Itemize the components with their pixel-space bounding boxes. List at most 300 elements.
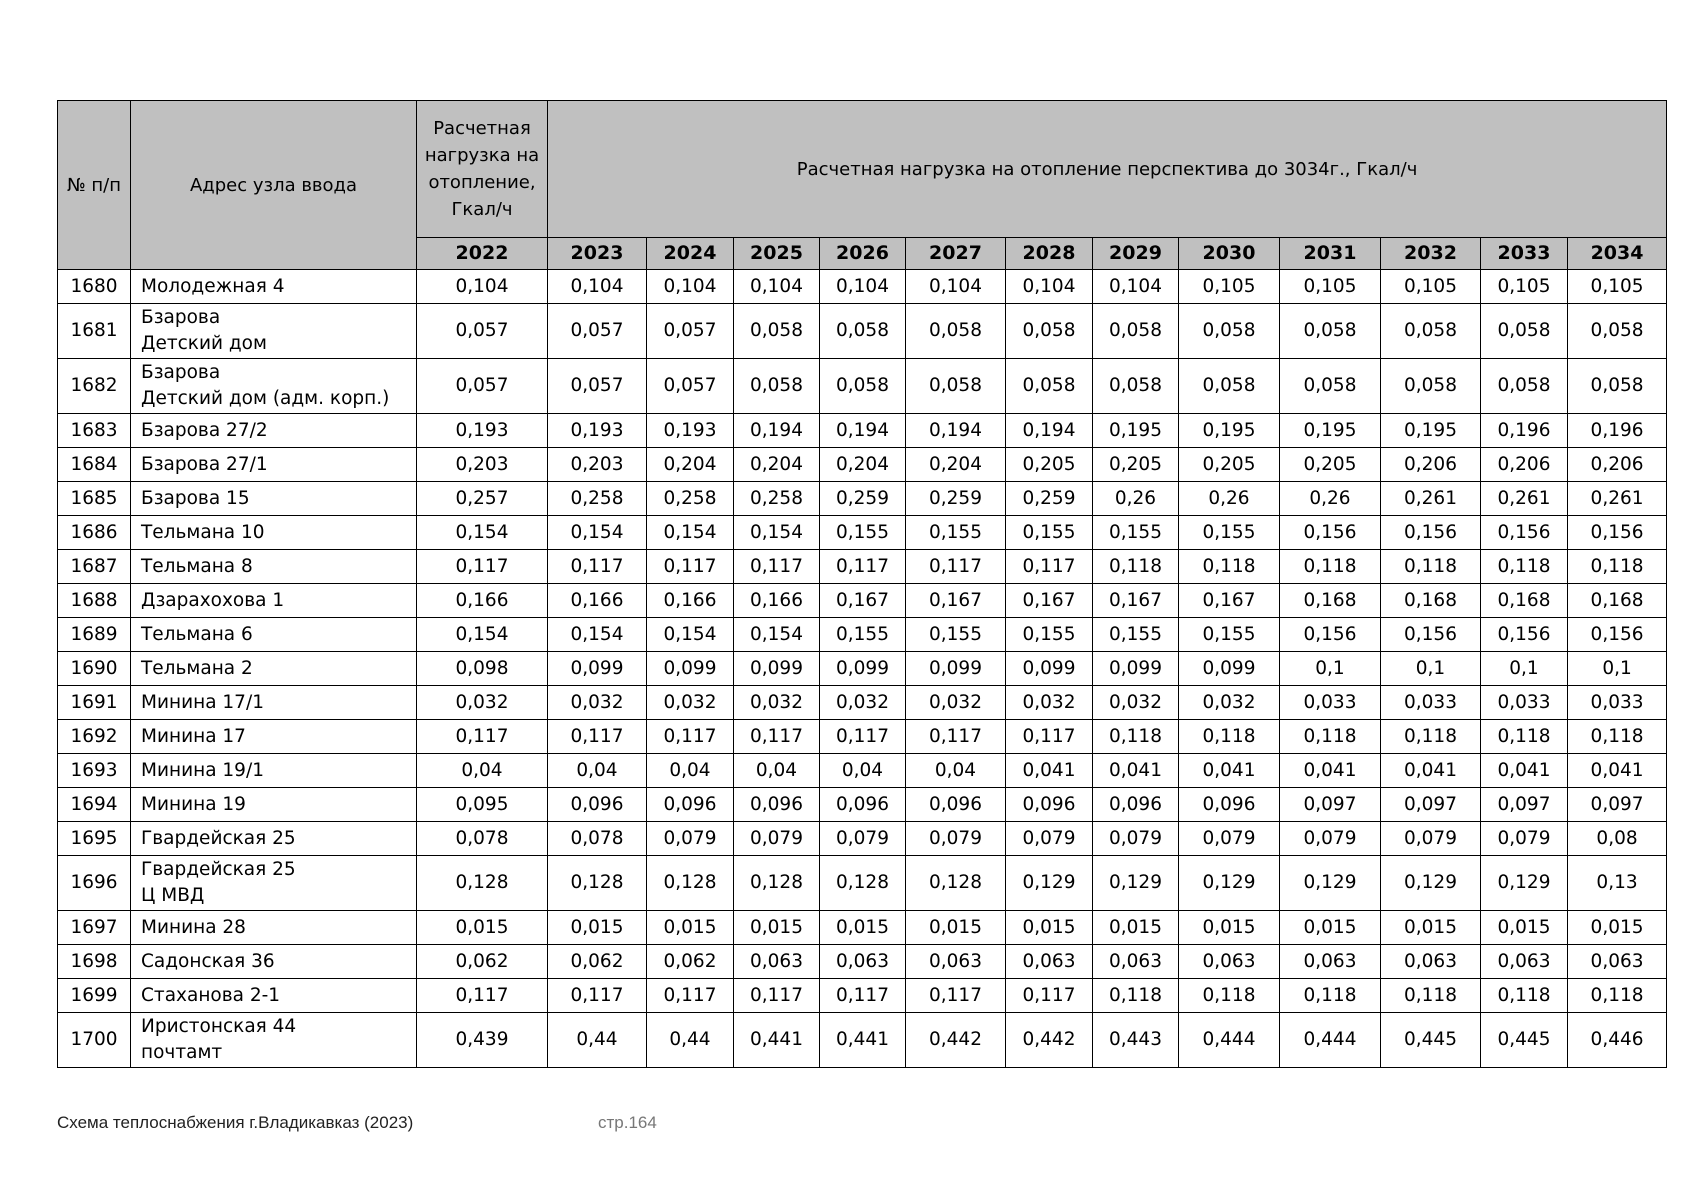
- row-value: 0,096: [820, 788, 906, 822]
- row-value: 0,168: [1481, 584, 1568, 618]
- row-value: 0,015: [548, 911, 647, 945]
- table-row: [58, 359, 1667, 414]
- heat-load-table: [57, 100, 1667, 1068]
- row-value: 0,033: [1280, 686, 1381, 720]
- row-address: [131, 448, 417, 482]
- row-value: 0,04: [417, 754, 548, 788]
- row-value: 0,041: [1568, 754, 1667, 788]
- row-value: 0,129: [1381, 856, 1481, 911]
- row-value: 0,104: [820, 270, 906, 304]
- row-value: 0,196: [1481, 414, 1568, 448]
- row-value: 0,062: [417, 945, 548, 979]
- row-value: 0,44: [647, 1013, 734, 1068]
- row-value: 0,079: [734, 822, 820, 856]
- row-value: 0,259: [1006, 482, 1093, 516]
- row-value: 0,261: [1568, 482, 1667, 516]
- row-number: 1683: [58, 414, 131, 448]
- table-row: [58, 448, 1667, 482]
- row-value: 0,128: [820, 856, 906, 911]
- row-value: 0,063: [1006, 945, 1093, 979]
- row-value: 0,099: [906, 652, 1006, 686]
- row-address: [131, 270, 417, 304]
- row-value: 0,063: [906, 945, 1006, 979]
- row-value: 0,058: [1381, 359, 1481, 414]
- row-value: 0,195: [1280, 414, 1381, 448]
- row-value: 0,063: [1481, 945, 1568, 979]
- row-value: 0,058: [1006, 304, 1093, 359]
- row-value: 0,096: [906, 788, 1006, 822]
- row-value: 0,063: [1568, 945, 1667, 979]
- row-address: [131, 945, 417, 979]
- row-value: 0,441: [820, 1013, 906, 1068]
- row-value: 0,166: [734, 584, 820, 618]
- row-value: 0,204: [820, 448, 906, 482]
- row-address-line: Молодежная 4: [141, 276, 285, 297]
- row-value: 0,195: [1381, 414, 1481, 448]
- row-value: 0,128: [734, 856, 820, 911]
- row-value: 0,117: [906, 550, 1006, 584]
- row-number: 1684: [58, 448, 131, 482]
- row-value: 0,118: [1568, 550, 1667, 584]
- row-value: 0,063: [734, 945, 820, 979]
- header-year: 2034: [1568, 238, 1667, 270]
- row-number: 1688: [58, 584, 131, 618]
- row-address: [131, 414, 417, 448]
- row-value: 0,117: [906, 720, 1006, 754]
- row-value: 0,1: [1481, 652, 1568, 686]
- row-value: 0,105: [1568, 270, 1667, 304]
- table-row: [58, 516, 1667, 550]
- row-value: 0,167: [1179, 584, 1280, 618]
- row-value: 0,154: [734, 516, 820, 550]
- row-value: 0,041: [1481, 754, 1568, 788]
- table-body: [58, 270, 1667, 1068]
- row-address: [131, 550, 417, 584]
- row-address-line: Бзарова: [141, 362, 221, 383]
- row-value: 0,156: [1381, 516, 1481, 550]
- row-value: 0,117: [548, 550, 647, 584]
- row-address: [131, 618, 417, 652]
- row-value: 0,117: [906, 979, 1006, 1013]
- row-value: 0,015: [647, 911, 734, 945]
- row-value: 0,032: [1093, 686, 1179, 720]
- row-value: 0,129: [1006, 856, 1093, 911]
- row-value: 0,259: [820, 482, 906, 516]
- row-value: 0,104: [734, 270, 820, 304]
- row-value: 0,443: [1093, 1013, 1179, 1068]
- row-value: 0,04: [548, 754, 647, 788]
- row-value: 0,168: [1280, 584, 1381, 618]
- row-value: 0,44: [548, 1013, 647, 1068]
- row-value: 0,057: [417, 359, 548, 414]
- row-value: 0,058: [906, 304, 1006, 359]
- row-value: 0,117: [647, 550, 734, 584]
- row-value: 0,058: [1179, 304, 1280, 359]
- row-value: 0,096: [734, 788, 820, 822]
- row-value: 0,032: [1179, 686, 1280, 720]
- row-value: 0,096: [1006, 788, 1093, 822]
- row-value: 0,118: [1568, 720, 1667, 754]
- row-value: 0,204: [906, 448, 1006, 482]
- row-value: 0,129: [1280, 856, 1381, 911]
- row-address: [131, 482, 417, 516]
- table-row: [58, 414, 1667, 448]
- row-value: 0,206: [1568, 448, 1667, 482]
- row-value: 0,117: [647, 979, 734, 1013]
- row-value: 0,058: [1481, 304, 1568, 359]
- row-value: 0,155: [820, 516, 906, 550]
- row-number: 1694: [58, 788, 131, 822]
- row-value: 0,057: [548, 359, 647, 414]
- row-value: 0,194: [1006, 414, 1093, 448]
- row-address-line: Гвардейская 25: [141, 828, 296, 849]
- row-value: 0,155: [1179, 618, 1280, 652]
- table-row: [58, 945, 1667, 979]
- header-year: 2031: [1280, 238, 1381, 270]
- row-number: 1699: [58, 979, 131, 1013]
- row-address: [131, 979, 417, 1013]
- row-address: [131, 788, 417, 822]
- row-address-line: Бзарова 27/1: [141, 454, 268, 475]
- row-number: 1692: [58, 720, 131, 754]
- row-value: 0,154: [734, 618, 820, 652]
- row-value: 0,057: [548, 304, 647, 359]
- row-value: 0,129: [1179, 856, 1280, 911]
- row-value: 0,104: [1006, 270, 1093, 304]
- row-value: 0,195: [1093, 414, 1179, 448]
- row-value: 0,118: [1481, 720, 1568, 754]
- row-value: 0,259: [906, 482, 1006, 516]
- row-value: 0,117: [734, 720, 820, 754]
- row-value: 0,258: [548, 482, 647, 516]
- header-year: 2022: [417, 238, 548, 270]
- row-value: 0,058: [906, 359, 1006, 414]
- row-value: 0,04: [820, 754, 906, 788]
- row-value: 0,204: [734, 448, 820, 482]
- row-value: 0,105: [1179, 270, 1280, 304]
- row-number: 1697: [58, 911, 131, 945]
- row-address-line: Тельмана 8: [141, 556, 253, 577]
- row-value: 0,033: [1381, 686, 1481, 720]
- row-value: 0,079: [1381, 822, 1481, 856]
- row-address-line: Тельмана 10: [141, 522, 265, 543]
- row-value: 0,096: [1093, 788, 1179, 822]
- row-value: 0,205: [1006, 448, 1093, 482]
- row-value: 0,058: [734, 359, 820, 414]
- row-value: 0,015: [1568, 911, 1667, 945]
- row-value: 0,26: [1093, 482, 1179, 516]
- row-value: 0,032: [820, 686, 906, 720]
- row-number: 1680: [58, 270, 131, 304]
- row-value: 0,063: [1179, 945, 1280, 979]
- row-number: 1687: [58, 550, 131, 584]
- header-load-future: Расчетная нагрузка на отопление перспектива до 3034г., Гкал/ч: [548, 101, 1667, 238]
- row-value: 0,261: [1481, 482, 1568, 516]
- row-value: 0,04: [906, 754, 1006, 788]
- row-value: 0,118: [1179, 720, 1280, 754]
- row-value: 0,063: [1381, 945, 1481, 979]
- row-value: 0,128: [548, 856, 647, 911]
- table-row: [58, 618, 1667, 652]
- row-value: 0,118: [1481, 550, 1568, 584]
- row-value: 0,155: [820, 618, 906, 652]
- row-value: 0,156: [1381, 618, 1481, 652]
- row-value: 0,104: [647, 270, 734, 304]
- row-address: [131, 652, 417, 686]
- row-address-line: Тельмана 6: [141, 624, 253, 645]
- row-value: 0,193: [647, 414, 734, 448]
- row-value: 0,117: [548, 979, 647, 1013]
- row-value: 0,204: [647, 448, 734, 482]
- row-value: 0,118: [1568, 979, 1667, 1013]
- row-value: 0,062: [548, 945, 647, 979]
- row-address-line: Минина 28: [141, 917, 246, 938]
- row-value: 0,062: [647, 945, 734, 979]
- row-value: 0,097: [1568, 788, 1667, 822]
- row-address-line: Иристонская 44: [141, 1016, 297, 1037]
- row-value: 0,118: [1093, 979, 1179, 1013]
- row-address: [131, 359, 417, 414]
- row-value: 0,118: [1093, 720, 1179, 754]
- row-value: 0,168: [1381, 584, 1481, 618]
- row-value: 0,117: [548, 720, 647, 754]
- row-value: 0,099: [1006, 652, 1093, 686]
- row-value: 0,015: [1179, 911, 1280, 945]
- row-value: 0,04: [647, 754, 734, 788]
- row-value: 0,015: [1006, 911, 1093, 945]
- table-row: [58, 304, 1667, 359]
- row-value: 0,058: [1280, 359, 1381, 414]
- row-number: 1700: [58, 1013, 131, 1068]
- row-value: 0,099: [734, 652, 820, 686]
- row-value: 0,032: [734, 686, 820, 720]
- row-value: 0,015: [417, 911, 548, 945]
- row-address-line: Гвардейская 25: [141, 859, 296, 880]
- row-value: 0,445: [1381, 1013, 1481, 1068]
- row-address: [131, 911, 417, 945]
- row-value: 0,446: [1568, 1013, 1667, 1068]
- row-value: 0,079: [1006, 822, 1093, 856]
- row-value: 0,118: [1381, 979, 1481, 1013]
- row-value: 0,058: [1568, 304, 1667, 359]
- row-number: 1698: [58, 945, 131, 979]
- row-value: 0,057: [417, 304, 548, 359]
- row-address: [131, 1013, 417, 1068]
- row-value: 0,166: [417, 584, 548, 618]
- row-value: 0,041: [1093, 754, 1179, 788]
- row-value: 0,117: [820, 979, 906, 1013]
- row-value: 0,118: [1093, 550, 1179, 584]
- row-value: 0,118: [1381, 550, 1481, 584]
- row-value: 0,079: [647, 822, 734, 856]
- row-value: 0,079: [1093, 822, 1179, 856]
- row-value: 0,118: [1381, 720, 1481, 754]
- row-value: 0,117: [417, 979, 548, 1013]
- row-value: 0,203: [548, 448, 647, 482]
- row-value: 0,099: [647, 652, 734, 686]
- row-value: 0,015: [820, 911, 906, 945]
- row-value: 0,257: [417, 482, 548, 516]
- row-value: 0,097: [1280, 788, 1381, 822]
- row-value: 0,097: [1381, 788, 1481, 822]
- row-value: 0,041: [1179, 754, 1280, 788]
- row-value: 0,057: [647, 304, 734, 359]
- table-row: [58, 1013, 1667, 1068]
- row-value: 0,015: [906, 911, 1006, 945]
- row-address: [131, 856, 417, 911]
- row-address-line: Детский дом (адм. корп.): [141, 388, 390, 409]
- row-address: [131, 304, 417, 359]
- row-value: 0,032: [548, 686, 647, 720]
- row-value: 0,128: [417, 856, 548, 911]
- row-value: 0,117: [820, 550, 906, 584]
- row-value: 0,155: [1006, 516, 1093, 550]
- row-value: 0,206: [1381, 448, 1481, 482]
- header-year: 2030: [1179, 238, 1280, 270]
- row-value: 0,258: [647, 482, 734, 516]
- row-number: 1689: [58, 618, 131, 652]
- row-value: 0,155: [1093, 516, 1179, 550]
- row-value: 0,26: [1179, 482, 1280, 516]
- row-address-line: Тельмана 2: [141, 658, 253, 679]
- row-value: 0,155: [1179, 516, 1280, 550]
- row-number: 1693: [58, 754, 131, 788]
- row-number: 1685: [58, 482, 131, 516]
- row-address: [131, 686, 417, 720]
- row-value: 0,444: [1280, 1013, 1381, 1068]
- row-value: 0,104: [548, 270, 647, 304]
- row-value: 0,439: [417, 1013, 548, 1068]
- header-year: 2028: [1006, 238, 1093, 270]
- row-value: 0,128: [906, 856, 1006, 911]
- row-value: 0,206: [1481, 448, 1568, 482]
- row-value: 0,04: [734, 754, 820, 788]
- row-value: 0,118: [1280, 550, 1381, 584]
- row-address-line: Минина 19: [141, 794, 246, 815]
- row-value: 0,444: [1179, 1013, 1280, 1068]
- row-value: 0,063: [1093, 945, 1179, 979]
- row-value: 0,155: [1093, 618, 1179, 652]
- row-value: 0,167: [820, 584, 906, 618]
- row-value: 0,156: [1280, 516, 1381, 550]
- row-value: 0,154: [417, 516, 548, 550]
- row-value: 0,1: [1568, 652, 1667, 686]
- row-value: 0,118: [1280, 720, 1381, 754]
- row-address-line: Минина 19/1: [141, 760, 264, 781]
- row-value: 0,015: [1280, 911, 1381, 945]
- row-value: 0,13: [1568, 856, 1667, 911]
- row-address-line: Дзарахохова 1: [141, 590, 285, 611]
- row-value: 0,194: [820, 414, 906, 448]
- row-address-line: Минина 17/1: [141, 692, 264, 713]
- row-value: 0,096: [647, 788, 734, 822]
- row-address-line: Садонская 36: [141, 951, 275, 972]
- row-value: 0,1: [1280, 652, 1381, 686]
- header-year: 2027: [906, 238, 1006, 270]
- row-value: 0,166: [647, 584, 734, 618]
- row-number: 1690: [58, 652, 131, 686]
- row-value: 0,193: [417, 414, 548, 448]
- row-value: 0,26: [1280, 482, 1381, 516]
- row-value: 0,079: [906, 822, 1006, 856]
- row-value: 0,041: [1381, 754, 1481, 788]
- row-value: 0,154: [417, 618, 548, 652]
- table-row: [58, 270, 1667, 304]
- row-value: 0,1: [1381, 652, 1481, 686]
- row-value: 0,063: [820, 945, 906, 979]
- row-value: 0,155: [906, 516, 1006, 550]
- row-value: 0,015: [1093, 911, 1179, 945]
- row-value: 0,445: [1481, 1013, 1568, 1068]
- table-row: [58, 822, 1667, 856]
- row-value: 0,156: [1568, 516, 1667, 550]
- row-value: 0,058: [1093, 359, 1179, 414]
- row-value: 0,041: [1280, 754, 1381, 788]
- table-row: [58, 482, 1667, 516]
- row-value: 0,058: [1568, 359, 1667, 414]
- row-value: 0,166: [548, 584, 647, 618]
- row-number: 1686: [58, 516, 131, 550]
- header-year: 2026: [820, 238, 906, 270]
- row-value: 0,167: [906, 584, 1006, 618]
- row-value: 0,079: [1280, 822, 1381, 856]
- row-value: 0,195: [1179, 414, 1280, 448]
- row-value: 0,128: [647, 856, 734, 911]
- row-value: 0,098: [417, 652, 548, 686]
- table-row: [58, 652, 1667, 686]
- row-value: 0,117: [1006, 979, 1093, 1013]
- table-row: [58, 856, 1667, 911]
- row-value: 0,156: [1568, 618, 1667, 652]
- row-value: 0,117: [1006, 550, 1093, 584]
- row-address-line: почтамт: [141, 1042, 223, 1063]
- row-value: 0,167: [1093, 584, 1179, 618]
- row-value: 0,079: [820, 822, 906, 856]
- row-value: 0,193: [548, 414, 647, 448]
- row-number: 1691: [58, 686, 131, 720]
- row-value: 0,099: [1093, 652, 1179, 686]
- row-value: 0,117: [647, 720, 734, 754]
- row-value: 0,079: [1179, 822, 1280, 856]
- row-value: 0,441: [734, 1013, 820, 1068]
- row-value: 0,194: [734, 414, 820, 448]
- table-row: [58, 720, 1667, 754]
- row-value: 0,205: [1179, 448, 1280, 482]
- row-value: 0,104: [1093, 270, 1179, 304]
- row-address-line: Стаханова 2-1: [141, 985, 281, 1006]
- table-row: [58, 911, 1667, 945]
- row-address: [131, 584, 417, 618]
- row-value: 0,261: [1381, 482, 1481, 516]
- table-row: [58, 788, 1667, 822]
- table-row: [58, 584, 1667, 618]
- row-value: 0,117: [1006, 720, 1093, 754]
- row-value: 0,156: [1481, 618, 1568, 652]
- row-address: [131, 720, 417, 754]
- row-value: 0,058: [1280, 304, 1381, 359]
- row-number: 1682: [58, 359, 131, 414]
- row-value: 0,096: [548, 788, 647, 822]
- row-value: 0,033: [1481, 686, 1568, 720]
- row-value: 0,041: [1006, 754, 1093, 788]
- row-value: 0,118: [1179, 550, 1280, 584]
- row-value: 0,117: [820, 720, 906, 754]
- header-num: № п/п: [58, 101, 131, 270]
- row-value: 0,032: [417, 686, 548, 720]
- row-value: 0,099: [820, 652, 906, 686]
- row-value: 0,078: [417, 822, 548, 856]
- row-value: 0,105: [1481, 270, 1568, 304]
